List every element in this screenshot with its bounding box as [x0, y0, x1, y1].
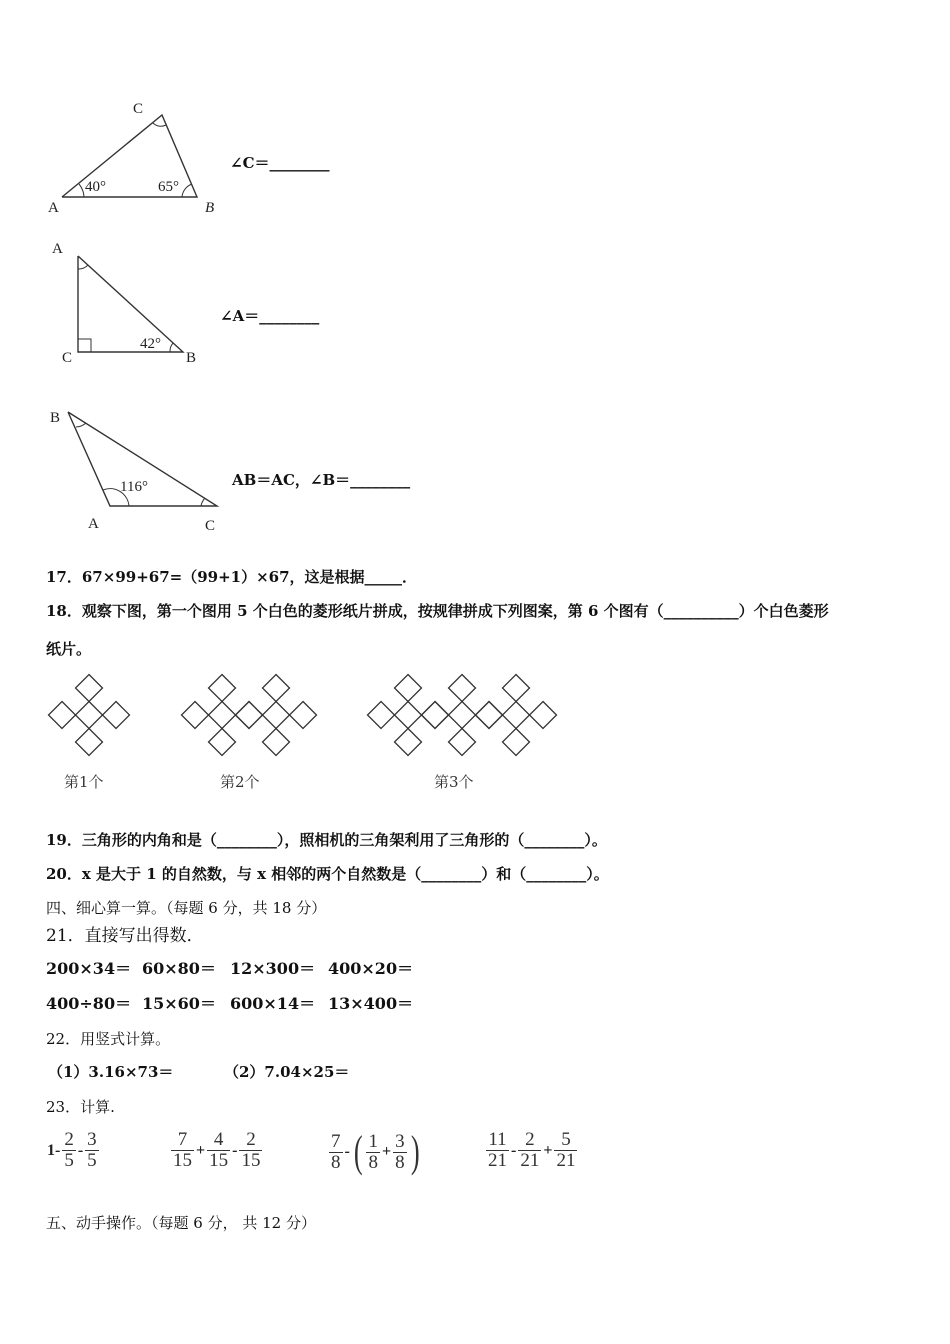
rhombus-tile: [530, 702, 557, 729]
section-4-heading: 四、细心算一算。（每题 6 分，共 18 分）: [46, 899, 327, 917]
rhombus-tile: [263, 702, 290, 729]
fraction: $\frac{5}{21}$: [556, 1129, 576, 1171]
rhombus-tile: [209, 675, 236, 702]
rhombus-tile: [236, 702, 263, 729]
q21-row-1: [46, 956, 413, 979]
pattern-caption-2: 第2个: [220, 773, 260, 791]
question-22: 22．用竖式计算。: [46, 1030, 171, 1048]
rhombus-tile: [476, 702, 503, 729]
fraction: $\frac{2}{21}$: [520, 1129, 540, 1171]
vertex-label: B: [186, 350, 197, 366]
vertex-label: A: [48, 200, 59, 216]
rhombus-tile: [449, 675, 476, 702]
q23-expression-1: [46, 1130, 100, 1171]
rhombus-tile: [290, 702, 317, 729]
triangle-1-question: ∠C＝________: [230, 154, 330, 172]
operator: -: [232, 1141, 238, 1159]
rhombus-tile: [236, 702, 263, 729]
operator: -: [344, 1143, 350, 1160]
question-19: 19．三角形的内角和是（________），照相机的三角架利用了三角形的（________）。: [46, 831, 607, 849]
q21-item: 400×20＝: [328, 959, 414, 978]
rhombus-tile: [76, 729, 103, 756]
q21-item: 200×34＝: [46, 959, 132, 978]
rhombus-tile: [503, 675, 530, 702]
operator: +: [196, 1141, 206, 1159]
q21-item: 600×14＝: [230, 994, 316, 1013]
rhombus-tile: [263, 729, 290, 756]
vertex-label: B: [205, 200, 215, 216]
q23-expression-2: [170, 1130, 263, 1171]
q22-item-2: （2）7.04×25＝: [224, 1063, 350, 1081]
triangle-2-question: ∠A＝________: [220, 307, 320, 325]
vertex-label: A: [88, 516, 99, 532]
rhombus-tile: [263, 675, 290, 702]
fraction: $\frac{2}{5}$: [64, 1129, 74, 1171]
pattern-caption-3: 第3个: [434, 773, 474, 791]
fraction: $\frac{2}{15}$: [241, 1129, 261, 1171]
operator: -: [77, 1141, 84, 1159]
vertex-label: C: [62, 350, 73, 366]
q21-item: 15×60＝: [142, 994, 216, 1013]
question-18-line1: 18．观察下图，第一个图用 5 个白色的菱形纸片拼成，按规律拼成下列图案，第 6 个图有（__________）个白色菱形: [46, 602, 829, 620]
rhombus-tile: [422, 702, 449, 729]
operator: -: [511, 1141, 517, 1159]
right-paren: ): [410, 1127, 420, 1176]
rhombus-tile: [503, 702, 530, 729]
q23-expression-3: [328, 1127, 422, 1176]
rhombus-tile: [182, 702, 209, 729]
fraction: $\frac{1}{8}$: [368, 1130, 378, 1173]
q21-item: 60×80＝: [142, 959, 216, 978]
rhombus-tile: [76, 675, 103, 702]
triangle-3-question: AB＝AC，∠B＝________: [232, 471, 411, 489]
triangle-figure-2: [45, 232, 215, 372]
vertex-label: B: [50, 410, 61, 426]
triangle-figure-3: [45, 400, 235, 540]
q21-item: 12×300＝: [230, 959, 316, 978]
rhombus-tile: [449, 702, 476, 729]
angle-label: 65°: [158, 179, 179, 195]
fraction: $\frac{4}{15}$: [209, 1129, 229, 1171]
angle-label: 40°: [85, 179, 106, 195]
section-5-heading: 五、动手操作。（每题 6 分， 共 12 分）: [46, 1214, 316, 1232]
rhombus-tile: [476, 702, 503, 729]
q23-expression-4: [485, 1130, 578, 1171]
question-18-line2: 纸片。: [46, 640, 92, 658]
question-17: 17．67×99+67=（99+1）×67，这是根据_____．: [46, 568, 418, 586]
rhombus-tile: [395, 675, 422, 702]
expr-lead: 1-: [47, 1141, 61, 1159]
left-paren: (: [353, 1127, 363, 1176]
rhombus-tile: [395, 729, 422, 756]
q22-item-1: （1）3.16×73＝: [48, 1063, 174, 1081]
angle-label: 42°: [140, 336, 161, 352]
q21-row-2: [46, 991, 413, 1014]
rhombus-tile: [395, 702, 422, 729]
operator: +: [543, 1141, 553, 1159]
question-21: 21．直接写出得数．: [46, 926, 204, 946]
fraction: $\frac{7}{15}$: [173, 1129, 192, 1171]
triangle-figure-1: [40, 95, 230, 220]
angle-label: 116°: [120, 479, 148, 495]
rhombus-tile: [368, 702, 395, 729]
rhombus-tile: [103, 702, 130, 729]
fraction: $\frac{3}{8}$: [395, 1130, 405, 1173]
question-23: 23．计算.: [46, 1098, 115, 1116]
rhombus-tile: [209, 729, 236, 756]
rhombus-tile: [76, 702, 103, 729]
question-20: 20．x 是大于 1 的自然数，与 x 相邻的两个自然数是（________）和（________）。: [46, 865, 609, 883]
fraction: $\frac{7}{8}$: [331, 1130, 341, 1173]
rhombus-tile: [503, 729, 530, 756]
fraction: $\frac{3}{5}$: [87, 1129, 97, 1171]
vertex-label: C: [205, 518, 216, 534]
fraction: $\frac{11}{21}$: [488, 1129, 507, 1171]
rhombus-tile: [209, 702, 236, 729]
vertex-label: A: [52, 241, 63, 257]
q21-item: 400÷80＝: [46, 994, 132, 1013]
rhombus-tile: [422, 702, 449, 729]
q21-item: 13×400＝: [328, 994, 414, 1013]
rhombus-tile: [449, 729, 476, 756]
pattern-caption-1: 第1个: [64, 773, 104, 791]
rhombus-tile: [49, 702, 76, 729]
operator: +: [381, 1143, 392, 1160]
vertex-label: C: [133, 101, 144, 117]
rhombus-pattern-figure: [40, 668, 580, 763]
